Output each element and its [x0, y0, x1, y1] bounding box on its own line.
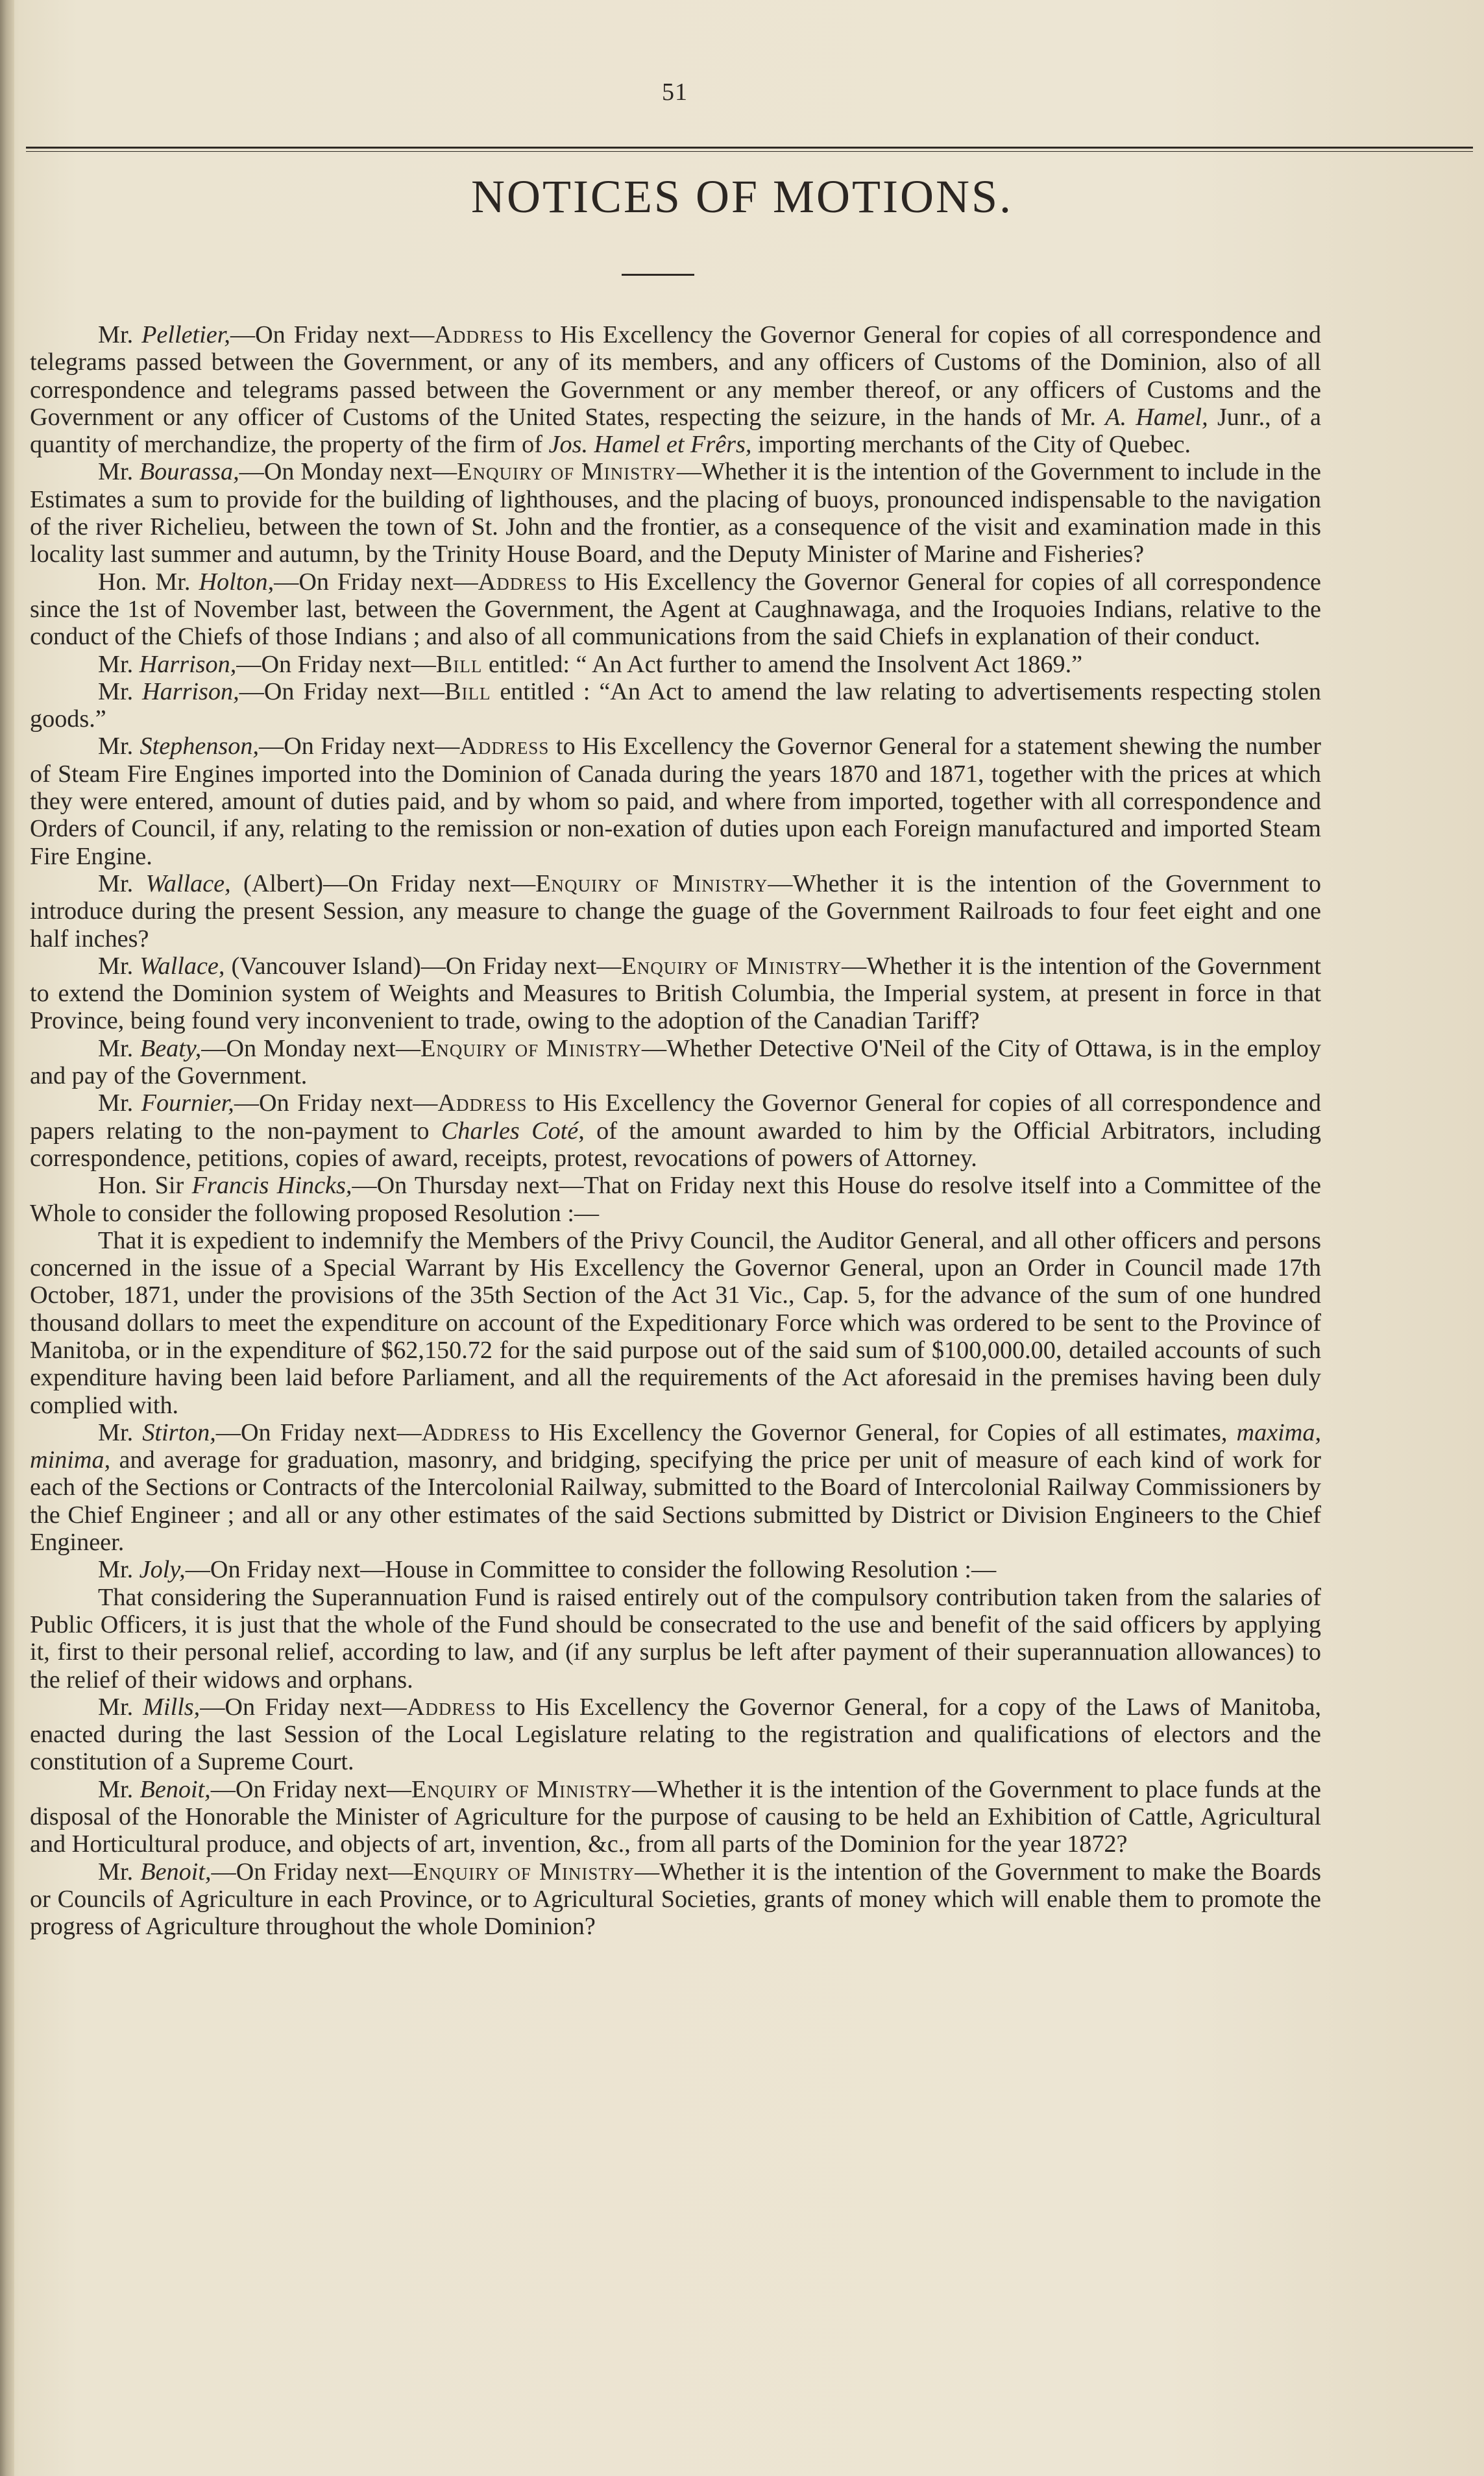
- member-name: Pelletier,: [141, 321, 230, 348]
- notice-paragraph: [30, 1693, 1321, 1776]
- notice-timing: —On Friday next—House in Committee to consider the following Resolution :—: [185, 1556, 997, 1584]
- member-name: Harrison,: [142, 677, 239, 705]
- notice-timing: (Albert)—On Friday next—: [230, 869, 536, 897]
- notice-timing: —On Friday next—: [236, 650, 436, 678]
- notice-timing: —On Friday next—: [200, 1693, 407, 1721]
- notice-text: to His Excellency the Governor General, for Copies of all estimates,: [511, 1418, 1237, 1446]
- notice-timing: —On Friday next—: [211, 1858, 413, 1886]
- motion-type: Address: [406, 1693, 496, 1721]
- member-name: Beaty,: [140, 1034, 202, 1062]
- notice-timing: —On Friday next—: [274, 568, 478, 596]
- motion-type: Enquiry of Ministry: [420, 1034, 642, 1062]
- motion-type: Address: [421, 1418, 511, 1446]
- member-name: Francis Hincks,: [191, 1172, 352, 1200]
- motion-type: Address: [459, 733, 550, 760]
- notice-prefix: Mr.: [98, 1418, 143, 1446]
- notice-paragraph: [30, 1089, 1321, 1172]
- notice-paragraph: [30, 1776, 1321, 1858]
- notice-text: entitled : “An Act to amend the law relating to advertisements respecting stolen goods.”: [30, 677, 1321, 733]
- notice-prefix: Mr.: [98, 650, 140, 678]
- italic-name: Jos. Hamel et Frêrs,: [548, 431, 752, 459]
- notice-prefix: Mr.: [98, 1858, 141, 1886]
- notice-prefix: Hon. Sir: [98, 1172, 192, 1200]
- member-name: Harrison,: [139, 650, 237, 678]
- notice-timing: —On Friday next—: [259, 733, 460, 760]
- notice-prefix: Mr.: [98, 1089, 141, 1117]
- notice-prefix: Mr.: [98, 733, 140, 760]
- motion-type: Address: [434, 321, 524, 348]
- notice-text: to His Excellency the Governor General for a statement shewing the number of Steam Fire Engines imported into the Dominion of Canada during the years 1870 and 1871, together with the prices at which they were entered, amount of duties paid, and by whom so paid, and where from imported, together with all correspondence and Orders of Council, if any, relating to the remission or non-exation of duties upon each Foreign manufactured and imported Steam Fire Engine.: [30, 733, 1321, 870]
- notice-text: —Whether it is the intention of the Government to extend the Dominion system of Weights and Measures to British Columbia, the Imperial system, at present in force in that Province, being found very inconvenient to trade, owing to the adoption of the Canadian Tariff?: [30, 952, 1321, 1035]
- notice-paragraph: [30, 458, 1321, 568]
- notice-paragraph: [30, 870, 1321, 953]
- notice-timing: —On Friday next—: [239, 677, 444, 705]
- notices-body: [30, 321, 1321, 1941]
- notice-text: importing merchants of the City of Quebec.: [751, 431, 1191, 459]
- notice-paragraph: [30, 651, 1321, 678]
- motion-type: Enquiry of Ministry: [621, 952, 842, 980]
- notice-paragraph: [30, 1227, 1321, 1419]
- notice-text: —Whether it is the intention of the Government to introduce during the present Session, any measure to change the guage of the Government Railroads to four feet eight and one half inches?: [30, 869, 1321, 953]
- notice-paragraph: [30, 1419, 1321, 1556]
- notice-prefix: That it is expedient to indemnify the Members of the Privy Council, the Auditor General, and all other officers and persons concerned in the issue of a Special Warrant by His Excellency the Governor General, upon an Order in Council made 17th October, 1871, under the provisions of the 35th Section of the Act 31 Vic., Cap. 5, for the advance of the sum of one hundred thousand dollars to meet the expenditure on account of the Expeditionary Force which was ordered to be sent to the Province of Manitoba, or in the expenditure of $62,150.72 for the said purpose out of the said sum of $100,000.00, detailed accounts of such expenditure having been laid before Parliament, and all the requirements of the Act aforesaid in the premises having been duly complied with.: [30, 1226, 1321, 1419]
- motion-type: Enquiry of Ministry: [457, 458, 677, 486]
- notice-paragraph: [30, 733, 1321, 869]
- notice-prefix: Mr.: [98, 952, 140, 980]
- page-title: NOTICES OF MOTIONS.: [470, 171, 1014, 223]
- motion-type: Enquiry of Ministry: [535, 869, 768, 897]
- notice-prefix: Mr.: [98, 1556, 140, 1584]
- notice-timing: (Vancouver Island)—On Friday next—: [225, 952, 622, 980]
- notice-timing: —On Friday next—: [230, 321, 435, 348]
- italic-name: Charles Coté,: [441, 1117, 585, 1145]
- notice-text: —Whether it is the intention of the Government to place funds at the disposal of the Honorable the Minister of Agriculture for the purpose of causing to be held an Exhibition of Cattle, Agricultural and Horticultural produce, and objects of art, invention, &c., from all parts of the Dominion for the year 1872?: [30, 1775, 1321, 1858]
- title-rule: [622, 274, 694, 276]
- notice-prefix: Mr.: [98, 1775, 140, 1803]
- page-number: 51: [662, 79, 688, 106]
- notice-text: and average for graduation, masonry, and bridging, specifying the price per unit of measure of each kind of work for each of the Sections or Contracts of the Intercolonial Railway, submitted to the Board of Intercolonial Railway Commissioners by the Chief Engineer ; and all or any other estimates of the said Sections submitted by District or Division Engineers to the Chief Engineer.: [30, 1446, 1321, 1557]
- member-name: Joly,: [139, 1556, 186, 1584]
- member-name: Stephenson,: [140, 733, 260, 760]
- header-rule: [26, 147, 1473, 152]
- notice-text: to His Excellency the Governor General, for a copy of the Laws of Manitoba, enacted during the last Session of the Local Legislature relating to the registration and qualifications of electors and the constitution of a Supreme Court.: [30, 1693, 1322, 1776]
- notice-text: to His Excellency the Governor General for copies of all correspondence and papers relating to the non-payment to: [30, 1089, 1321, 1145]
- motion-type: Enquiry of Ministry: [411, 1775, 633, 1803]
- member-name: Fournier,: [141, 1089, 234, 1117]
- notice-text: —Whether Detective O'Neil of the City of Ottawa, is in the employ and pay of the Government.: [30, 1034, 1321, 1090]
- notice-paragraph: [30, 678, 1321, 733]
- italic-name: A. Hamel,: [1105, 403, 1208, 431]
- notice-text: —Whether it is the intention of the Government to make the Boards or Councils of Agriculture in each Province, or to Agricultural Societies, grants of money which will enable them to promote the progress of Agriculture throughout the whole Dominion?: [30, 1858, 1321, 1941]
- notice-paragraph: [30, 953, 1321, 1035]
- notice-prefix: Mr.: [98, 869, 146, 897]
- italic-name: maxima, minima,: [30, 1418, 1321, 1474]
- notice-paragraph: [30, 1172, 1321, 1227]
- motion-type: Address: [437, 1089, 528, 1117]
- notice-paragraph: [30, 1035, 1321, 1090]
- notice-text: to His Excellency the Governor General for copies of all correspondence and telegrams passed between the Government, or any of its members, and any officers of Customs of the Dominion, also of all correspondence and telegrams passed between the Government or any member thereof, or any officers of Customs and the Government or any officer of Customs of the United States, respecting the seizure, in the hands of Mr.: [30, 321, 1321, 431]
- notice-timing: —On Friday next—: [215, 1418, 422, 1446]
- notice-prefix: That considering the Superannuation Fund is raised entirely out of the compulsory contribution taken from the salaries of Public Officers, it is just that the whole of the Fund should be consecrated to the use and benefit of the said officers by applying it, first to their personal relief, according to law, and (if any surplus be left after payment of their superannuation allowances) to the relief of their widows and orphans.: [30, 1583, 1321, 1693]
- notice-timing: —On Monday next—: [201, 1034, 420, 1062]
- member-name: Holton,: [199, 568, 274, 596]
- notice-paragraph: [30, 321, 1321, 458]
- notice-timing: —On Thursday next—That on Friday next this House do resolve itself into a Committee of the Whole to consider the following proposed Resolution :—: [30, 1172, 1321, 1227]
- notice-paragraph: [30, 1556, 1321, 1583]
- notice-timing: —On Friday next—: [234, 1089, 438, 1117]
- notice-prefix: Mr.: [98, 458, 140, 486]
- notice-text: —Whether it is the intention of the Government to include in the Estimates a sum to provide for the building of lighthouses, and the placing of buoys, pronounced indispensable to the navigation of the river Richelieu, between the town of St. John and the frontier, as a consequence of the visit and examination made in this locality last summer and autumn, by the Trinity House Board, and the Deputy Minister of Marine and Fisheries?: [30, 458, 1321, 568]
- notice-text: of the amount awarded to him by the Official Arbitrators, including correspondence, petitions, copies of award, receipts, protest, revocations of powers of Attorney.: [30, 1117, 1321, 1172]
- notice-prefix: Mr.: [98, 321, 142, 348]
- notice-paragraph: [30, 1584, 1321, 1693]
- notice-prefix: Mr.: [98, 677, 143, 705]
- notice-text: to His Excellency the Governor General for copies of all correspondence since the 1st of November last, between the Government, the Agent at Caughnawaga, and the Iroquoies Indians, relative to the conduct of the Chiefs of those Indians ; and also of all communications from the said Chiefs in explanation of their conduct.: [30, 568, 1321, 651]
- notice-prefix: Mr.: [98, 1693, 143, 1721]
- notice-paragraph: [30, 1858, 1321, 1941]
- motion-type: Address: [478, 568, 568, 596]
- notice-paragraph: [30, 568, 1321, 651]
- motion-type: Bill: [435, 650, 483, 678]
- member-name: Stirton,: [142, 1418, 216, 1446]
- member-name: Mills,: [143, 1693, 201, 1721]
- notice-text: Junr., of a quantity of merchandize, the property of the firm of: [30, 403, 1322, 459]
- notice-text: entitled: “ An Act further to amend the Insolvent Act 1869.”: [482, 650, 1083, 678]
- notice-prefix: Hon. Mr.: [98, 568, 199, 596]
- motion-type: Enquiry of Ministry: [413, 1858, 635, 1886]
- motion-type: Bill: [444, 677, 491, 705]
- page-binding-edge: [0, 0, 14, 2476]
- notice-timing: —On Friday next—: [210, 1775, 411, 1803]
- member-name: Wallace,: [140, 952, 225, 980]
- notice-timing: —On Monday next—: [239, 458, 457, 486]
- member-name: Bourassa,: [139, 458, 239, 486]
- member-name: Benoit,: [140, 1775, 211, 1803]
- member-name: Wallace,: [145, 869, 231, 897]
- member-name: Benoit,: [140, 1858, 212, 1886]
- notice-prefix: Mr.: [98, 1034, 140, 1062]
